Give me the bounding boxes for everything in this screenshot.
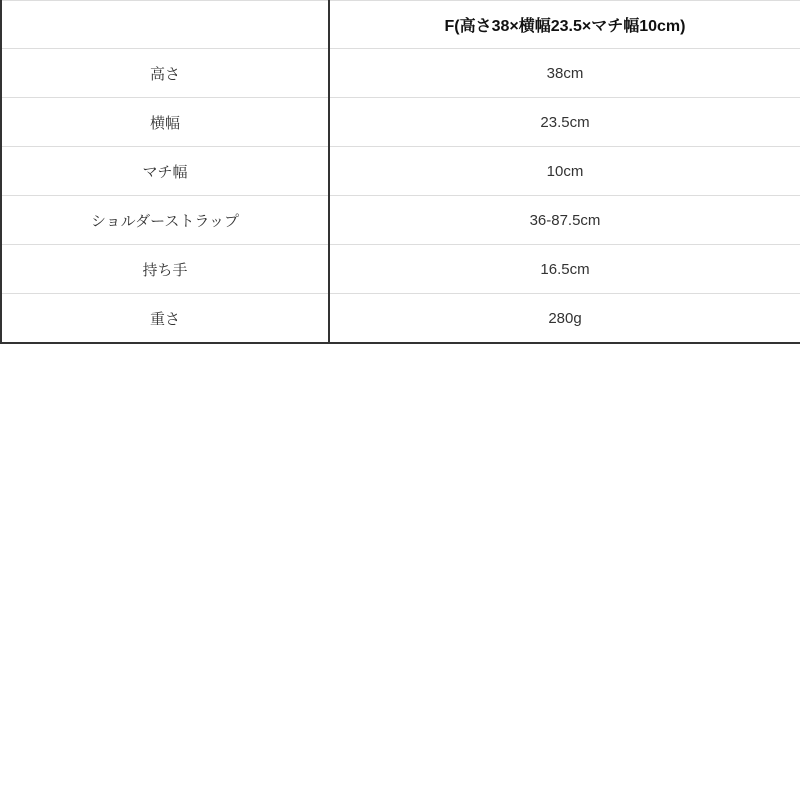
size-header-row xyxy=(1,1,800,49)
spec-value: 23.5cm xyxy=(329,98,800,147)
size-variant-header: F(高さ38×横幅23.5×マチ幅10cm) xyxy=(329,1,800,49)
spec-value: 38cm xyxy=(329,49,800,98)
size-spec-table xyxy=(0,0,800,344)
spec-row-height xyxy=(1,49,800,98)
spec-label: 高さ xyxy=(1,49,329,98)
spec-row-shoulder-strap xyxy=(1,196,800,245)
spec-value: 16.5cm xyxy=(329,245,800,294)
spec-value: 10cm xyxy=(329,147,800,196)
spec-label: 横幅 xyxy=(1,98,329,147)
spec-row-width xyxy=(1,98,800,147)
spec-value: 36-87.5cm xyxy=(329,196,800,245)
spec-label: 重さ xyxy=(1,294,329,344)
spec-row-weight xyxy=(1,294,800,344)
spec-label: ショルダーストラップ xyxy=(1,196,329,245)
corner-cell xyxy=(1,1,329,49)
spec-label: 持ち手 xyxy=(1,245,329,294)
spec-value: 280g xyxy=(329,294,800,344)
spec-row-gusset xyxy=(1,147,800,196)
spec-label: マチ幅 xyxy=(1,147,329,196)
spec-row-handle xyxy=(1,245,800,294)
